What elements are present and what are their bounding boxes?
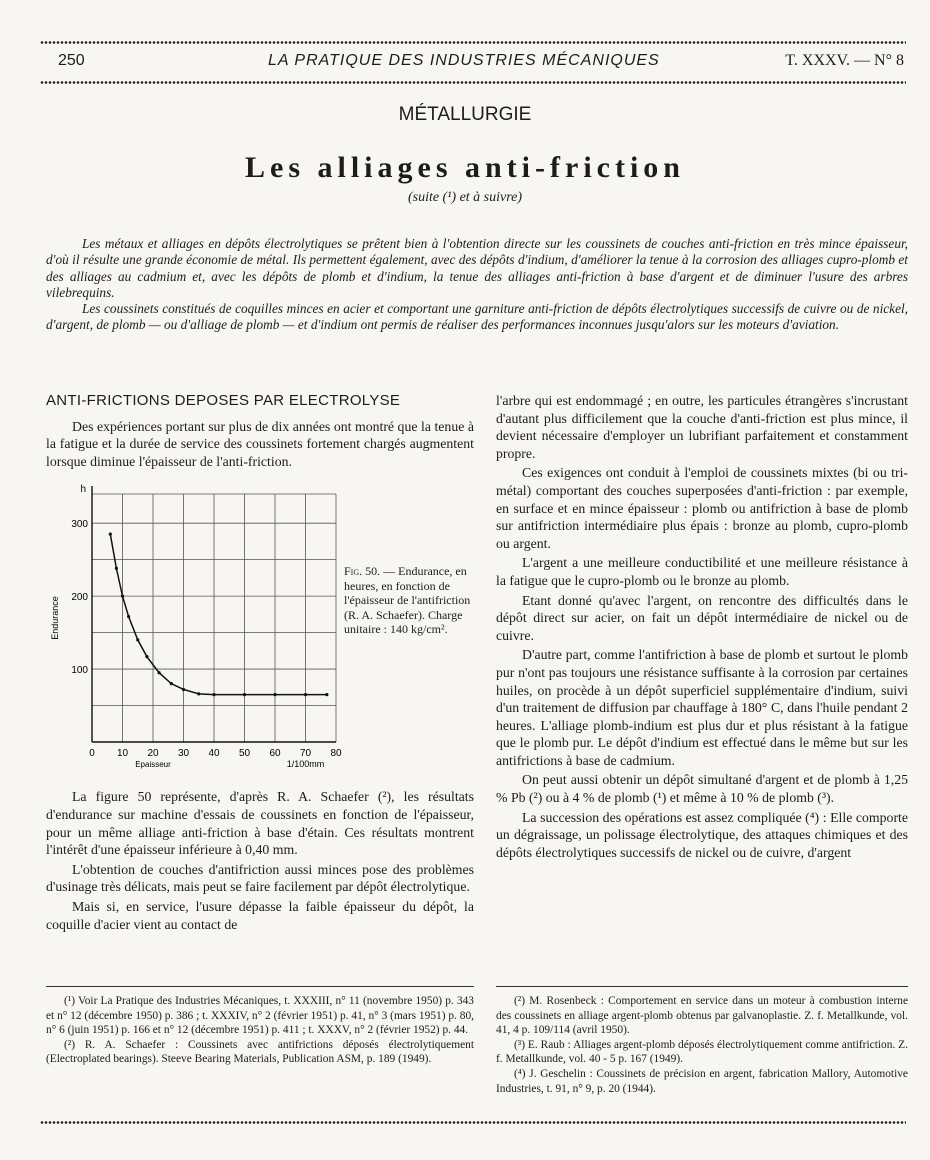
article-subtitle: (suite (¹) et à suivre) [407, 190, 523, 205]
data-point [212, 693, 215, 696]
x-tick-label: 30 [177, 748, 190, 760]
footnote: (³) E. Raub : Alliages argent-plomb déposés électrolytiquement comme antifriction. Z. f. Metallkunde, vol. 40 - 5 p. 167 (1949). [496, 1038, 908, 1066]
footnote-rule-left [46, 986, 474, 987]
paragraph: Ces exigences ont conduit à l'emploi de coussinets mixtes (bi ou tri-métal) comportant des couches superposées d'anti-friction : par exemple, en surface et en mince épaisseur : plomb ou antifriction à base de plomb sur antifriction intermédiaire plus épais : bronze au plomb, cupro-plomb ou argent. [496, 465, 908, 551]
y-tick-label: 200 [71, 592, 88, 604]
right-column [496, 392, 908, 863]
data-point [197, 693, 200, 696]
endurance-chart [46, 478, 346, 778]
endurance-curve [110, 534, 327, 694]
paragraph: L'argent a une meilleure conductibilité et une meilleure résistance à la fatigue que le cupro-plomb ou le bronze au plomb. [496, 555, 908, 588]
running-header [58, 50, 904, 72]
footnotes-right [496, 994, 908, 1096]
figure-caption-text: — Endurance, en heures, en fonction de l'épaisseur de l'antifriction (R. A. Schaefer). Charge unitaire : 140 kg/cm². [344, 564, 471, 637]
x-axis-label: Epaisseur [135, 760, 171, 770]
footnote: (²) M. Rosenbeck : Comportement en service dans un moteur à combustion interne des coussinets en alliage argent-plomb obtenus par galvanoplastie. Z. f. Metallkunde, vol. 41, 4 p. 109/114 (avril 1950). [496, 995, 908, 1037]
x-tick-label: 80 [330, 748, 342, 760]
footnote: (⁴) J. Geschelin : Coussinets de précision en argent, fabrication Mallory, Automotive Industries, t. 91, n° 9, p. 20 (1944). [496, 1067, 908, 1095]
paragraph: l'arbre qui est endommagé ; en outre, les particules étrangères s'incrustant d'autant plus difficilement que la couche d'anti-friction est plus mince, il devient nécessaire d'employer un lubrifiant parfaitement et constamment propre. [496, 393, 908, 461]
paragraph: D'autre part, comme l'antifriction à base de plomb et surtout le plomb pur n'ont pas toujours une résistance suffisante à la corrosion par certaines huiles, on procède à un dépôt superficiel supplémentaire d'indium, suivi d'un traitement de diffusion par chauffage à 180° C, dans l'huile pendant 2 heures. L'alliage plomb-indium est plus dur et plus résistant à la fatigue que le plomb pur. Le dépôt d'indium est effectué dans le même but sur les antifrictions à base de cadmium. [496, 647, 908, 768]
data-point [109, 533, 112, 536]
data-point [182, 688, 185, 691]
x-tick-label: 60 [269, 748, 281, 760]
x-tick-label: 20 [147, 748, 159, 760]
y-unit-label: h [80, 484, 86, 496]
top-dotted-rule [40, 40, 906, 45]
paragraph: Etant donné qu'avec l'argent, on rencontre des difficultés dans le dépôt direct sur acier, on fait un dépôt intermédiaire de nickel ou de cuivre. [496, 592, 908, 643]
article-title: Les alliages anti-friction [245, 151, 685, 184]
x-tick-label: 10 [116, 748, 129, 760]
x-tick-label: 50 [238, 748, 251, 760]
data-point [325, 693, 328, 696]
bottom-dotted-rule [40, 1120, 906, 1125]
x-tick-label: 40 [208, 748, 220, 760]
abstract [46, 236, 908, 334]
data-point [136, 639, 139, 642]
x-tick-label: 0 [89, 748, 95, 760]
volume-number: T. XXXV. — N° 8 [785, 52, 904, 69]
footnote-rule-right [496, 986, 908, 987]
footnote: (²) R. A. Schaefer : Coussinets avec antifrictions déposés électrolytiquement (Electroplated bearings). Steeve Bearing Materials, Publication ASM, p. 189 (1949). [46, 1038, 474, 1066]
data-point [243, 693, 246, 696]
data-point [145, 655, 148, 658]
data-point [121, 595, 124, 598]
paragraph: La succession des opérations est assez compliquée (⁴) : Elle comporte un dégraissage, un polissage électrolytique, des attaques chimiques et des dépôts électrolytiques successifs de nickel ou de cuivre, d'argent [496, 809, 908, 860]
paragraph: La figure 50 représente, d'après R. A. Schaefer (²), les résultats d'endurance sur machine d'essais de coussinets en fonction de l'épaisseur, pour un même alliage anti-friction à base d'étain. Ces résultats montrent l'intérêt d'une épaisseur inférieure à 0,40 mm. [46, 789, 474, 858]
figure-caption-number: Fig. 50. [344, 564, 381, 579]
data-point [158, 671, 161, 674]
section-heading: MÉTALLURGIE [398, 104, 532, 125]
paragraph: On peut aussi obtenir un dépôt simultané d'argent et de plomb à 1,25 % Pb (²) ou à 4 % de plomb (¹) et même à 10 % de plomb (³). [496, 772, 908, 806]
y-tick-label: 300 [71, 519, 88, 531]
paragraph: Mais si, en service, l'usure dépasse la faible épaisseur du dépôt, la coquille d'acier vient au contact de [46, 898, 474, 932]
data-point [273, 693, 276, 696]
left-column [46, 392, 474, 935]
abstract-paragraph: Les coussinets constitués de coquilles minces en acier et comportant une garniture anti-friction de dépôts électrolytiques successifs de cuivre ou de nickel, d'argent, de plomb — ou d'alliage de plomb — et d'indium ont permis de réaliser des performances inconnues jusqu'alors sur les moteurs d'aviation. [46, 301, 908, 333]
figure-50 [46, 478, 474, 778]
page-number: 250 [58, 52, 85, 69]
y-axis-label: Endurance [50, 596, 60, 641]
figure-caption [344, 564, 474, 637]
subsection-heading: ANTI-FRICTIONS DEPOSES PAR ELECTROLYSE [46, 392, 401, 409]
abstract-paragraph: Les métaux et alliages en dépôts électrolytiques se prêtent bien à l'obtention directe sur les coussinets de couches anti-friction en très mince épaisseur, d'où il résulte une grande économie de métal. Ils permettent également, avec des dépôts d'indium, d'améliorer la tenue à la corrosion des alliages cupro-plomb et des alliages au cadmium et, avec les dépôts de plomb et d'indium, la tenue des alliages anti-friction à base d'argent et de diminuer l'usure des arbres vilebrequins. [46, 236, 908, 300]
data-point [127, 615, 130, 618]
header-dotted-rule [40, 80, 906, 85]
footnotes-left [46, 994, 474, 1067]
data-point [304, 693, 307, 696]
footnote: (¹) Voir La Pratique des Industries Mécaniques, t. XXXIII, n° 11 (novembre 1950) p. 343 et n° 12 (décembre 1950) p. 386 ; t. XXXIV, n° 2 (février 1951) p. 41, n° 3 (mars 1951) p. 80, n° 6 (juin 1951) p. 166 et n° 12 (décembre 1951) p. 411 ; t. XXXV, n° 2 (février 1952) p. 44. [46, 995, 474, 1037]
paragraph: Des expériences portant sur plus de dix années ont montré que la tenue à la fatigue et la durée de service des coussinets fortement chargés augmentent lorsque diminue l'épaisseur de l'anti-friction. [46, 418, 474, 469]
journal-title: LA PRATIQUE DES INDUSTRIES MÉCANIQUES [268, 52, 660, 69]
x-tick-label: 70 [299, 748, 312, 760]
paragraph: L'obtention de couches d'antifriction aussi minces pose des problèmes d'usinage très délicats, mais peut se faire facilement par dépôt électrolytique. [46, 861, 474, 895]
data-point [170, 682, 173, 685]
data-point [115, 567, 118, 570]
x-unit-label: 1/100mm [286, 759, 325, 770]
y-tick-label: 100 [71, 665, 88, 677]
